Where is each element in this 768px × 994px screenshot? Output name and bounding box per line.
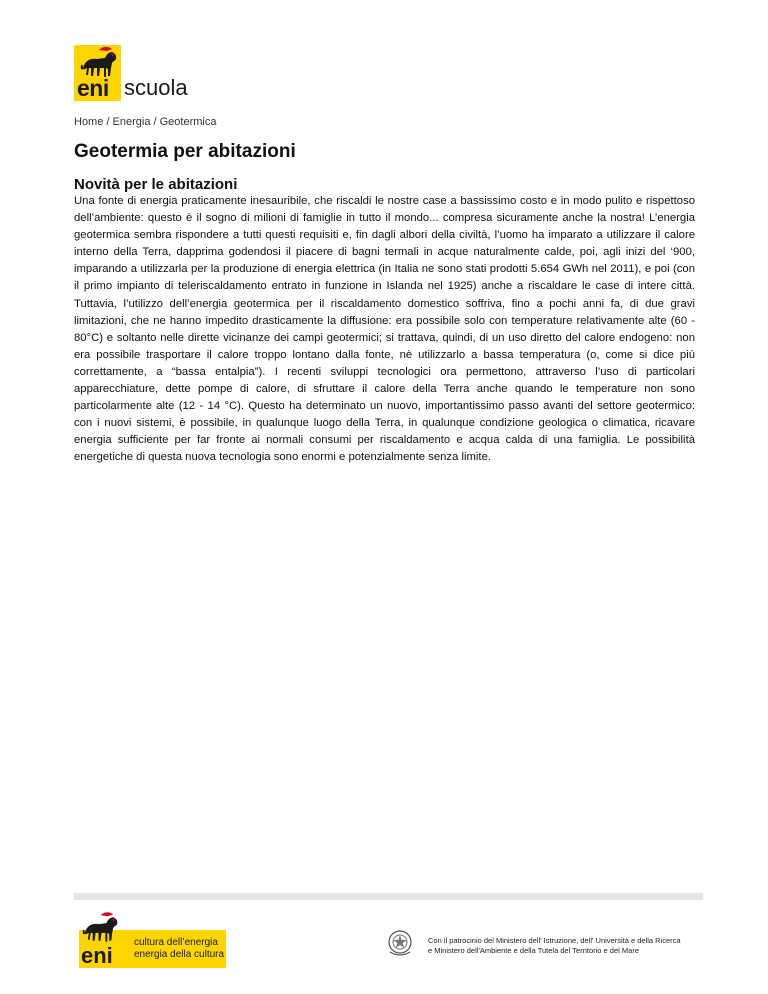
patronage-text bbox=[428, 936, 681, 955]
footer-tagline-line2: energia della cultura bbox=[134, 949, 225, 960]
eni-footer-logo[interactable] bbox=[79, 910, 226, 968]
breadcrumb-energia[interactable]: Energia bbox=[112, 116, 151, 128]
breadcrumb-home[interactable]: Home bbox=[74, 116, 104, 128]
breadcrumb-separator: / bbox=[103, 116, 113, 128]
patronage-line2: e Ministero dell'Ambiente e della Tutela del Territorio e del Mare bbox=[428, 945, 639, 955]
page-title: Geotermia per abitazioni bbox=[74, 141, 296, 162]
footer-tagline bbox=[134, 937, 224, 961]
footer-brand-text: eni bbox=[81, 943, 113, 968]
logo-brand-text: eni bbox=[77, 75, 109, 101]
six-legged-dog-icon bbox=[79, 910, 121, 946]
section-subtitle: Novità per le abitazioni bbox=[74, 176, 238, 193]
article-body: Una fonte di energia praticamente inesauribile, che riscaldi le nostre case a bassissimo costo e in modo pulito e rispettoso dell’ambiente: questo è il sogno di milioni di famiglie in tutto il mondo... compresa sicuramente anche la nostra! L’energia geotermica sembra rispondere a tutti questi requisiti e, fin dagli albori della civiltà, l’uomo ha imparato a utilizzare il calore interno della Terra, dapprima godendosi il piacere di bagni termali in acque naturalmente calde, poi, agli inizi del ‘900, imparando a utilizzarla per la produzione di energia elettrica (in Italia ne sono stati prodotti 5.654 GWh nel 2011), e poi (con il primo impianto di teleriscaldamento entrato in funzione in Islanda nel 1925) anche a riscaldare le case di intere città. Tuttavia, l’utilizzo dell’energia geotermica per il riscaldamento domestico soffriva, fino a pochi anni fa, di due gravi limitazioni, che ne hanno impedito drasticamente la diffusione: era possibile solo con temperature relativamente alte (60 - 80°C) e soltanto nelle dirette vicinanze dei campi geotermici; si trattava, quindi, di un uso diretto del calore endogeno: non era possibile trasportare il calore troppo lontano dalla fonte, nè utilizzarlo a bassa temperatura (o, come si dice più correttamente, a “bassa entalpia”). I recenti sviluppi tecnologici ora permettono, attraverso l’uso di particolari apparecchiature, dette pompe di calore, di sfruttare il calore della Terra anche quando le temperature non sono particolarmente alte (12 - 14 °C). Questo ha determinato un nuovo, importantissimo passo avanti del settore geotermico: con i nuovi sistemi, è possibile, in qualunque luogo della Terra, in qualunque condizione geologica o climatica, ricavare energia sufficiente per far fronte ai normali consumi per riscaldamento e acqua calda di una famiglia. Le possibilità energetiche di questa nuova tecnologia sono enormi e potenzialmente senza limite. bbox=[74, 195, 695, 464]
footer-tagline-line1: cultura dell’energia bbox=[134, 937, 218, 948]
patronage-line1: Con il patrocinio del Ministero dell' Istruzione, dell' Università e della Ricerca bbox=[428, 936, 681, 945]
eni-scuola-logo[interactable] bbox=[74, 45, 199, 101]
footer-divider bbox=[74, 893, 703, 900]
breadcrumb-current: Geotermica bbox=[159, 116, 217, 128]
logo-suffix-text: scuola bbox=[124, 75, 188, 100]
breadcrumb-separator: / bbox=[150, 116, 160, 128]
italian-republic-emblem-icon bbox=[386, 928, 414, 958]
breadcrumb bbox=[74, 116, 216, 128]
